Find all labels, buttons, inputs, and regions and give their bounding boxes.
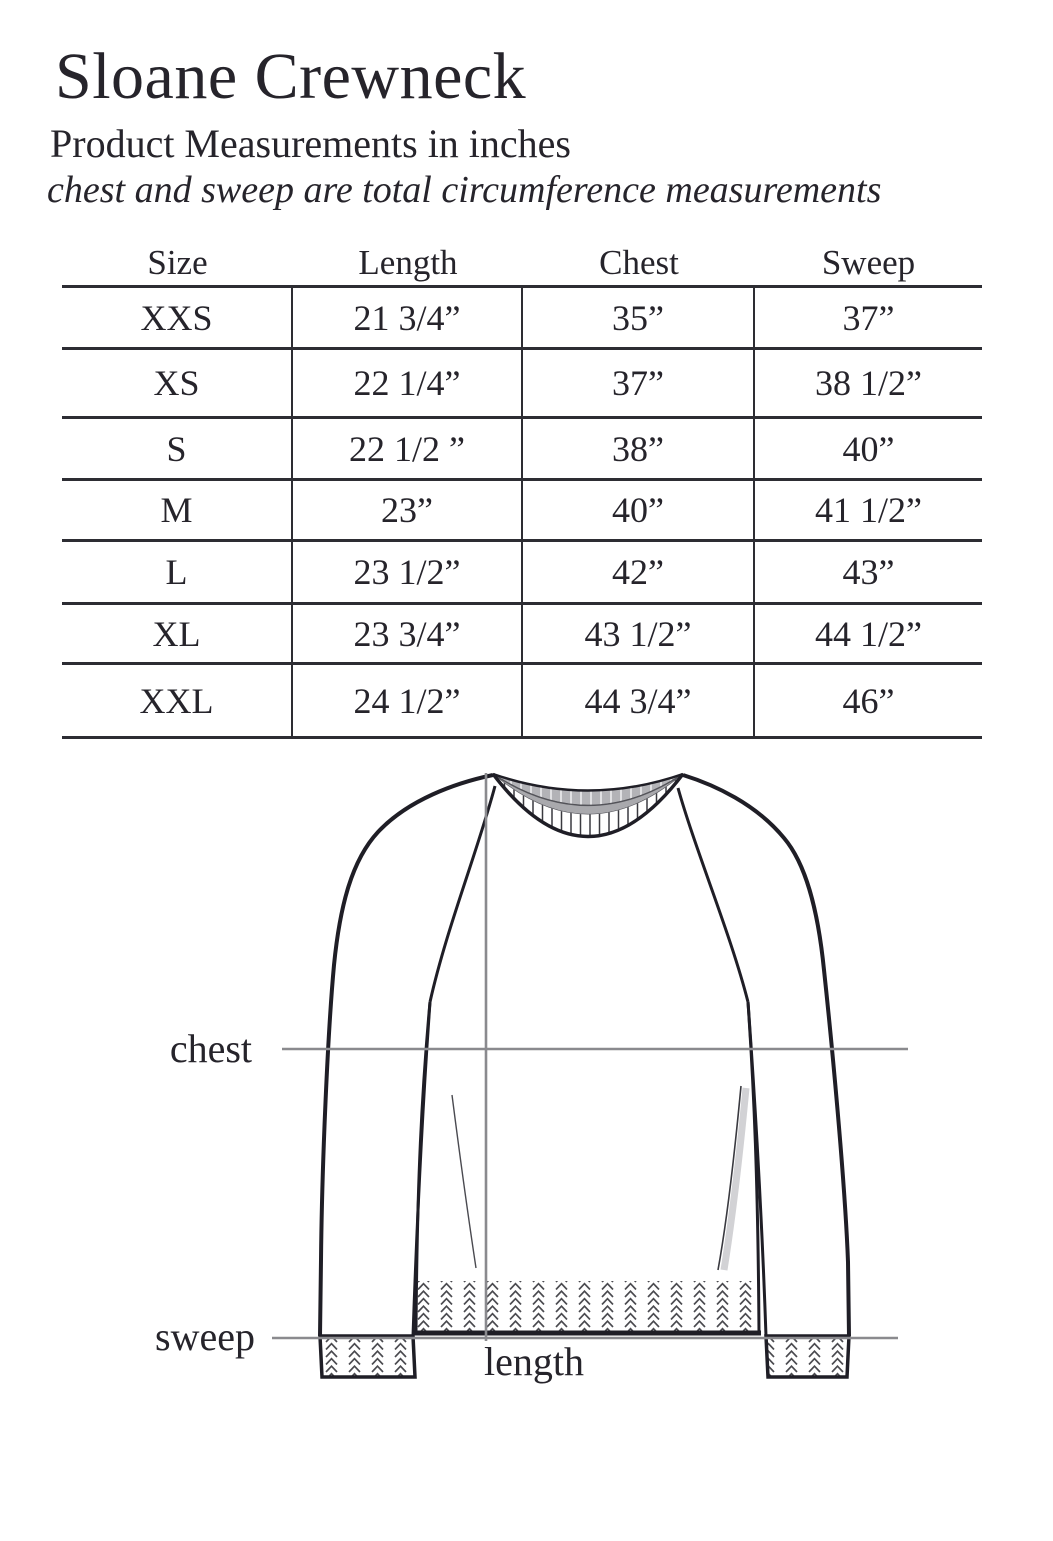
sweater-drawing <box>320 774 849 1377</box>
cell-size: M <box>62 481 293 542</box>
cell-sweep: 44 1/2” <box>755 605 982 665</box>
col-header-size: Size <box>62 240 293 288</box>
cell-sweep: 46” <box>755 665 982 739</box>
col-header-chest: Chest <box>523 240 755 288</box>
cell-size: S <box>62 419 293 481</box>
right-cuff <box>766 1336 849 1377</box>
cell-length: 23 3/4” <box>293 605 523 665</box>
left-sleeve-outline <box>320 775 493 1336</box>
cell-sweep: 37” <box>755 288 982 350</box>
right-sleeve-outline <box>683 775 849 1336</box>
cell-sweep: 40” <box>755 419 982 481</box>
cell-length: 24 1/2” <box>293 665 523 739</box>
measurement-lines <box>272 773 908 1341</box>
cell-chest: 35” <box>523 288 755 350</box>
cell-chest: 44 3/4” <box>523 665 755 739</box>
page-title: Sloane Crewneck <box>55 40 527 113</box>
cell-sweep: 43” <box>755 542 982 605</box>
cell-length: 23 1/2” <box>293 542 523 605</box>
col-header-sweep: Sweep <box>755 240 982 288</box>
measurement-note: chest and sweep are total circumference measurements <box>47 169 882 211</box>
cell-size: L <box>62 542 293 605</box>
cell-size: XL <box>62 605 293 665</box>
right-raglan-seam <box>678 788 748 1002</box>
cell-sweep: 41 1/2” <box>755 481 982 542</box>
cell-chest: 42” <box>523 542 755 605</box>
cell-sweep: 38 1/2” <box>755 350 982 419</box>
length-label: length <box>484 1339 584 1384</box>
cell-length: 23” <box>293 481 523 542</box>
sweep-label: sweep <box>155 1314 255 1359</box>
page-subtitle: Product Measurements in inches <box>50 121 571 166</box>
cell-length: 21 3/4” <box>293 288 523 350</box>
hem-rib-band <box>416 1281 759 1333</box>
cell-size: XS <box>62 350 293 419</box>
cell-size: XXS <box>62 288 293 350</box>
left-cuff <box>320 1336 415 1377</box>
cell-chest: 37” <box>523 350 755 419</box>
cell-size: XXL <box>62 665 293 739</box>
left-side-sketch-line <box>452 1095 476 1268</box>
cell-chest: 43 1/2” <box>523 605 755 665</box>
cell-chest: 38” <box>523 419 755 481</box>
cell-length: 22 1/2 ” <box>293 419 523 481</box>
cell-chest: 40” <box>523 481 755 542</box>
cell-length: 22 1/4” <box>293 350 523 419</box>
right-side-shading <box>724 1088 746 1270</box>
col-header-length: Length <box>293 240 523 288</box>
chest-label: chest <box>169 1026 252 1071</box>
